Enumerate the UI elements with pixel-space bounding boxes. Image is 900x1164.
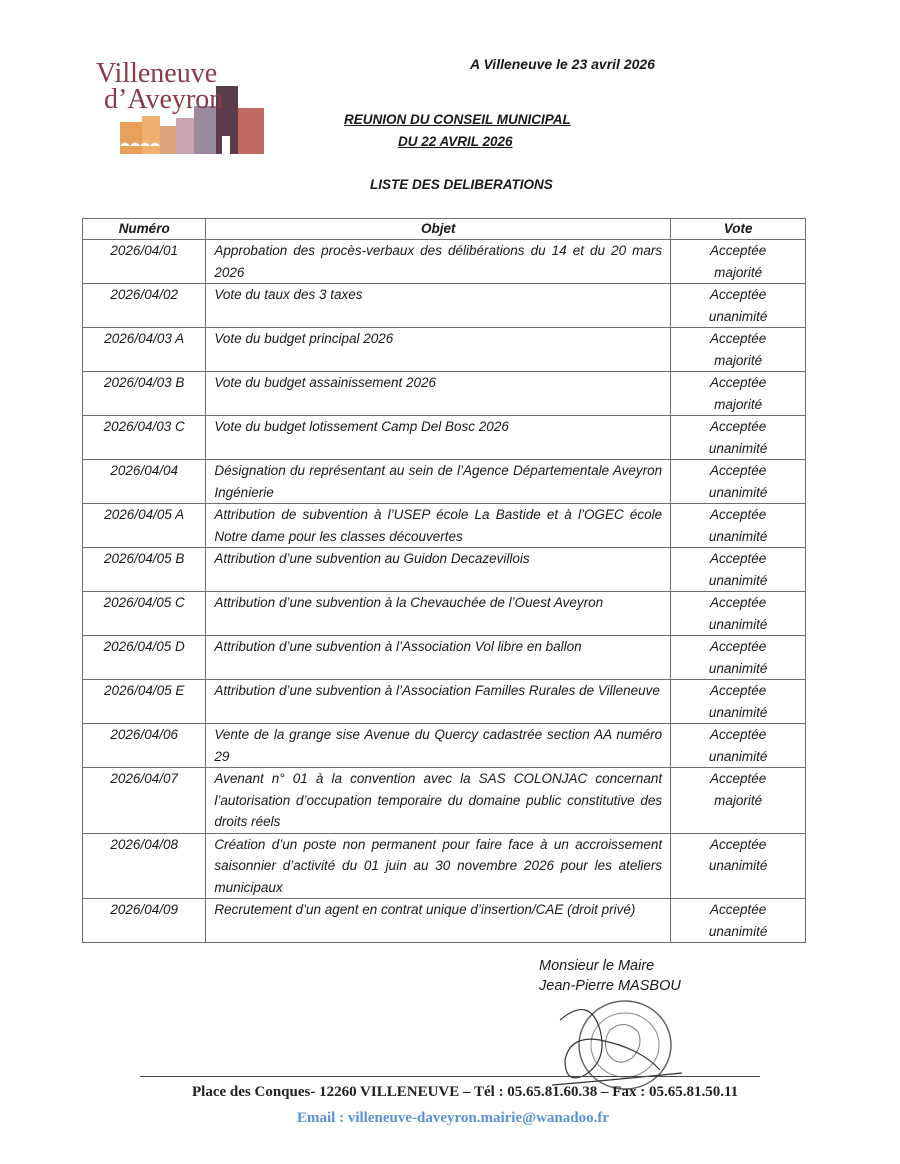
table-row bbox=[83, 460, 806, 504]
document-date: A Villeneuve le 23 avril 2026 bbox=[470, 56, 655, 72]
row-vote bbox=[671, 372, 806, 416]
vote-result: Acceptée bbox=[709, 639, 767, 654]
row-number: 2026/04/05 B bbox=[83, 548, 206, 592]
row-vote bbox=[671, 833, 806, 899]
row-subject: Attribution de subvention à l’USEP école La Bastide et à l’OGEC école Notre dame pour les classes découvertes bbox=[206, 504, 671, 548]
footer-divider bbox=[140, 1076, 760, 1077]
deliberations-table bbox=[82, 218, 806, 943]
vote-type: unanimité bbox=[708, 440, 768, 456]
table-row bbox=[83, 328, 806, 372]
vote-type: unanimité bbox=[708, 528, 768, 544]
vote-type: majorité bbox=[714, 264, 763, 280]
table-row bbox=[83, 899, 806, 943]
vote-result: Acceptée bbox=[709, 463, 767, 478]
row-vote bbox=[671, 460, 806, 504]
vote-type: unanimité bbox=[708, 704, 768, 720]
row-vote bbox=[671, 680, 806, 724]
row-subject: Vote du taux des 3 taxes bbox=[206, 284, 671, 328]
table-row bbox=[83, 372, 806, 416]
table-row bbox=[83, 592, 806, 636]
row-number: 2026/04/05 E bbox=[83, 680, 206, 724]
row-number: 2026/04/05 D bbox=[83, 636, 206, 680]
vote-result: Acceptée bbox=[709, 836, 767, 852]
table-row bbox=[83, 240, 806, 284]
vote-result: Acceptée bbox=[709, 375, 767, 390]
row-number: 2026/04/05 C bbox=[83, 592, 206, 636]
row-vote bbox=[671, 504, 806, 548]
row-number: 2026/04/07 bbox=[83, 768, 206, 834]
vote-type: unanimité bbox=[708, 660, 768, 676]
row-number: 2026/04/03 A bbox=[83, 328, 206, 372]
vote-result: Acceptée bbox=[709, 551, 767, 566]
page-title: REUNION DU CONSEIL MUNICIPAL bbox=[344, 112, 571, 127]
row-number: 2026/04/08 bbox=[83, 833, 206, 899]
row-subject: Vote du budget assainissement 2026 bbox=[206, 372, 671, 416]
row-subject: Avenant n° 01 à la convention avec la SAS COLONJAC concernant l’autorisation d’occupation temporaire du domaine public constitutive des droits réels bbox=[206, 768, 671, 834]
row-number: 2026/04/06 bbox=[83, 724, 206, 768]
row-subject: Approbation des procès-verbaux des délibérations du 14 et du 20 mars 2026 bbox=[206, 240, 671, 284]
vote-result: Acceptée bbox=[709, 902, 767, 917]
vote-type: unanimité bbox=[708, 484, 768, 500]
header-vote: Vote bbox=[671, 219, 806, 240]
logo-text-line2: d’Aveyron bbox=[104, 84, 224, 115]
row-subject: Attribution d’une subvention à la Chevauchée de l’Ouest Aveyron bbox=[206, 592, 671, 636]
signatory-name: Jean-Pierre MASBOU bbox=[539, 978, 681, 994]
vote-type: majorité bbox=[714, 396, 763, 412]
vote-result: Acceptée bbox=[709, 727, 767, 742]
row-vote bbox=[671, 416, 806, 460]
row-vote bbox=[671, 768, 806, 834]
row-vote bbox=[671, 240, 806, 284]
row-number: 2026/04/03 B bbox=[83, 372, 206, 416]
page-title-date: DU 22 AVRIL 2026 bbox=[398, 134, 513, 149]
row-number: 2026/04/03 C bbox=[83, 416, 206, 460]
vote-type: unanimité bbox=[708, 308, 768, 324]
vote-result: Acceptée bbox=[709, 331, 767, 346]
signatory-title: Monsieur le Maire bbox=[539, 958, 655, 974]
row-subject: Création d’un poste non permanent pour faire face à un accroissement saisonnier d’activité du 01 juin au 30 novembre 2026 pour les ateliers municipaux bbox=[206, 833, 671, 899]
vote-result: Acceptée bbox=[709, 595, 767, 610]
vote-result: Acceptée bbox=[709, 243, 767, 258]
table-header-row bbox=[83, 219, 806, 240]
vote-type: unanimité bbox=[708, 748, 768, 764]
logo-text-line1: Villeneuve bbox=[96, 58, 218, 89]
table-row bbox=[83, 504, 806, 548]
row-number: 2026/04/04 bbox=[83, 460, 206, 504]
row-subject: Désignation du représentant au sein de l’Agence Départementale Aveyron Ingénierie bbox=[206, 460, 671, 504]
vote-result: Acceptée bbox=[709, 771, 767, 786]
vote-result: Acceptée bbox=[709, 419, 767, 434]
row-vote bbox=[671, 284, 806, 328]
table-row bbox=[83, 636, 806, 680]
table-row bbox=[83, 284, 806, 328]
vote-type: unanimité bbox=[708, 858, 768, 873]
vote-type: unanimité bbox=[708, 616, 768, 632]
row-subject: Attribution d’une subvention à l’Association Vol libre en ballon bbox=[206, 636, 671, 680]
row-subject: Attribution d’une subvention à l’Association Familles Rurales de Villeneuve bbox=[206, 680, 671, 724]
row-number: 2026/04/09 bbox=[83, 899, 206, 943]
vote-type: unanimité bbox=[708, 572, 768, 588]
row-subject: Recrutement d’un agent en contrat unique d’insertion/CAE (droit privé) bbox=[206, 899, 671, 943]
logo bbox=[92, 56, 282, 161]
table-row bbox=[83, 724, 806, 768]
row-subject: Vente de la grange sise Avenue du Quercy cadastrée section AA numéro 29 bbox=[206, 724, 671, 768]
row-vote bbox=[671, 328, 806, 372]
header-subject: Objet bbox=[206, 219, 671, 240]
footer-email: Email : villeneuve-daveyron.mairie@wanadoo.fr bbox=[297, 1110, 609, 1126]
row-subject: Vote du budget lotissement Camp Del Bosc 2026 bbox=[206, 416, 671, 460]
vote-type: unanimité bbox=[708, 923, 768, 939]
vote-result: Acceptée bbox=[709, 507, 767, 522]
vote-type: majorité bbox=[714, 792, 763, 808]
header-number: Numéro bbox=[83, 219, 206, 240]
row-vote bbox=[671, 724, 806, 768]
table-row bbox=[83, 768, 806, 834]
row-subject: Vote du budget principal 2026 bbox=[206, 328, 671, 372]
vote-result: Acceptée bbox=[709, 683, 767, 698]
table-row bbox=[83, 548, 806, 592]
table-row bbox=[83, 680, 806, 724]
table-row bbox=[83, 833, 806, 899]
table-row bbox=[83, 416, 806, 460]
row-number: 2026/04/05 A bbox=[83, 504, 206, 548]
vote-result: Acceptée bbox=[709, 287, 767, 302]
row-vote bbox=[671, 592, 806, 636]
row-vote bbox=[671, 548, 806, 592]
row-vote bbox=[671, 899, 806, 943]
row-number: 2026/04/01 bbox=[83, 240, 206, 284]
footer-address: Place des Conques- 12260 VILLENEUVE – Tél : 05.65.81.60.38 – Fax : 05.65.81.50.11 bbox=[192, 1084, 739, 1100]
row-subject: Attribution d’une subvention au Guidon Decazevillois bbox=[206, 548, 671, 592]
vote-type: majorité bbox=[714, 352, 763, 368]
page-subtitle: LISTE DES DELIBERATIONS bbox=[370, 177, 553, 192]
row-vote bbox=[671, 636, 806, 680]
row-number: 2026/04/02 bbox=[83, 284, 206, 328]
